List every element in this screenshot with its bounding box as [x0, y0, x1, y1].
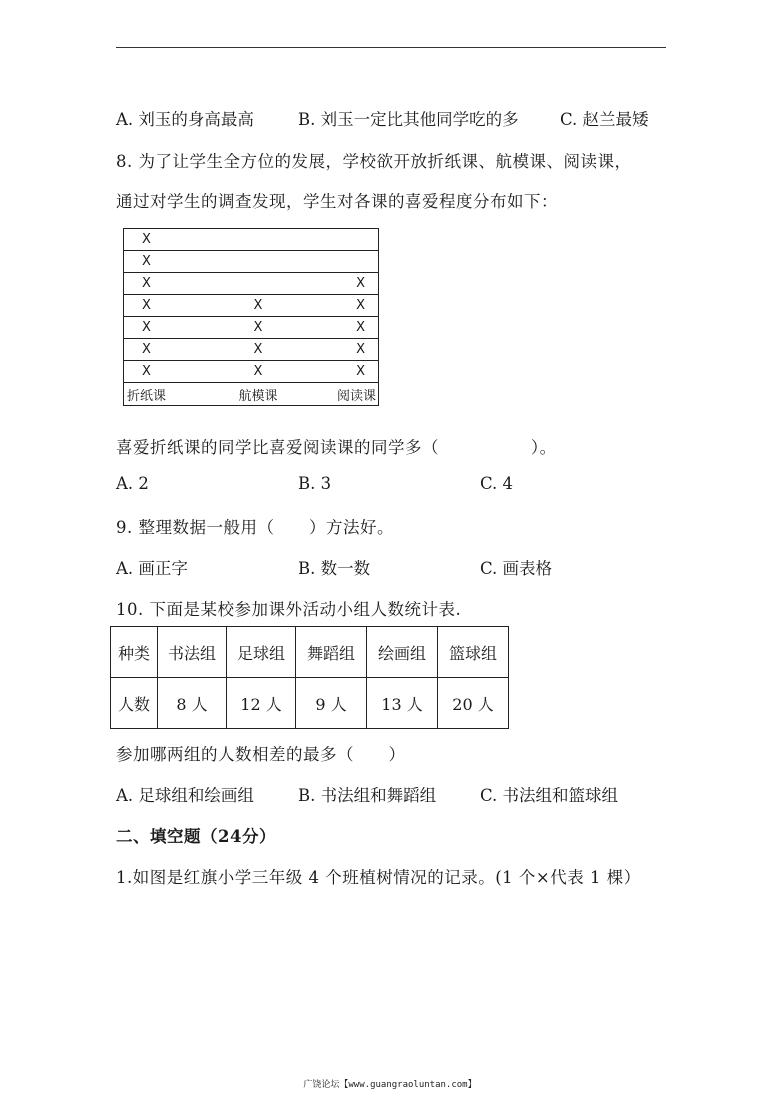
stats-header-cell: 种类 [111, 627, 158, 678]
stats-header-cell: 绘画组 [367, 627, 438, 678]
q10-option-c: C. 书法组和篮球组 [480, 786, 619, 805]
q9-question: 9. 整理数据一般用（ ）方法好。 [116, 518, 394, 537]
stats-data-cell: 8 人 [158, 678, 227, 729]
tally-mark: X [304, 273, 379, 295]
tally-label-row [124, 383, 379, 406]
q9-option-b: B. 数一数 [298, 559, 371, 578]
tally-category-label: 折纸课 [124, 383, 213, 406]
tally-mark: X [304, 339, 379, 361]
tally-mark: X [304, 361, 379, 383]
q8-option-b: B. 3 [298, 474, 332, 493]
q9-option-a: A. 画正字 [116, 559, 188, 578]
q10-option-b: B. 书法组和舞蹈组 [298, 786, 437, 805]
stats-data-cell: 12 人 [227, 678, 296, 729]
tally-empty-cell [304, 229, 379, 251]
stats-data-cell: 13 人 [367, 678, 438, 729]
stats-header-row [111, 627, 509, 678]
q8-option-a: A. 2 [116, 474, 149, 493]
tally-empty-cell [304, 251, 379, 273]
tally-mark: X [212, 339, 304, 361]
tally-chart [123, 228, 379, 406]
stats-data-cell: 9 人 [296, 678, 367, 729]
header-rule [116, 47, 666, 48]
stats-header-cell: 舞蹈组 [296, 627, 367, 678]
q9-option-c: C. 画表格 [480, 559, 553, 578]
tally-category-label: 阅读课 [304, 383, 379, 406]
tally-mark: X [124, 295, 213, 317]
section-2-q1: 1.如图是红旗小学三年级 4 个班植树情况的记录。(1 个×代表 1 棵） [116, 868, 641, 887]
q10-question: 10. 下面是某校参加课外活动小组人数统计表. [116, 600, 462, 619]
tally-row [124, 361, 379, 383]
page-footer: 广饶论坛【www.guangraoluntan.com】 [303, 1080, 477, 1090]
tally-row [124, 295, 379, 317]
stats-header-cell: 足球组 [227, 627, 296, 678]
q8-question: 喜爱折纸课的同学比喜爱阅读课的同学多（ ）。 [116, 438, 557, 457]
tally-row [124, 251, 379, 273]
q7-option-b: B. 刘玉一定比其他同学吃的多 [298, 110, 519, 129]
q7-option-a: A. 刘玉的身高最高 [116, 110, 254, 129]
section-2-title: 二、填空题（24分） [116, 827, 276, 846]
stats-header-cell: 篮球组 [438, 627, 509, 678]
tally-mark: X [142, 232, 151, 247]
tally-mark: X [124, 361, 213, 383]
tally-empty-cell [212, 251, 304, 273]
stats-data-row [111, 678, 509, 729]
tally-mark: X [124, 273, 213, 295]
q8-line-2: 通过对学生的调查发现，学生对各课的喜爱程度分布如下： [116, 192, 558, 211]
tally-mark: X [212, 361, 304, 383]
q7-option-c: C. 赵兰最矮 [560, 110, 649, 129]
tally-row [124, 317, 379, 339]
activity-stats-table [110, 626, 509, 729]
stats-data-cell: 20 人 [438, 678, 509, 729]
tally-mark: X [124, 317, 213, 339]
q10-followup: 参加哪两组的人数相差的最多（ ） [116, 745, 406, 764]
tally-category-label: 航模课 [212, 383, 304, 406]
q8-option-c: C. 4 [480, 474, 514, 493]
q10-option-a: A. 足球组和绘画组 [116, 786, 254, 805]
q8-line-1: 8. 为了让学生全方位的发展，学校欲开放折纸课、航模课、阅读课， [116, 152, 632, 171]
tally-row [124, 273, 379, 295]
tally-empty-cell [212, 273, 304, 295]
stats-data-cell: 人数 [111, 678, 158, 729]
tally-mark: X [124, 339, 213, 361]
tally-mark: X [304, 295, 379, 317]
tally-row [124, 229, 379, 251]
stats-header-cell: 书法组 [158, 627, 227, 678]
tally-mark: X [124, 251, 213, 273]
tally-mark: X [212, 317, 304, 339]
tally-empty-cell [212, 229, 304, 251]
tally-mark: X [304, 317, 379, 339]
tally-row [124, 339, 379, 361]
tally-mark: X [212, 295, 304, 317]
